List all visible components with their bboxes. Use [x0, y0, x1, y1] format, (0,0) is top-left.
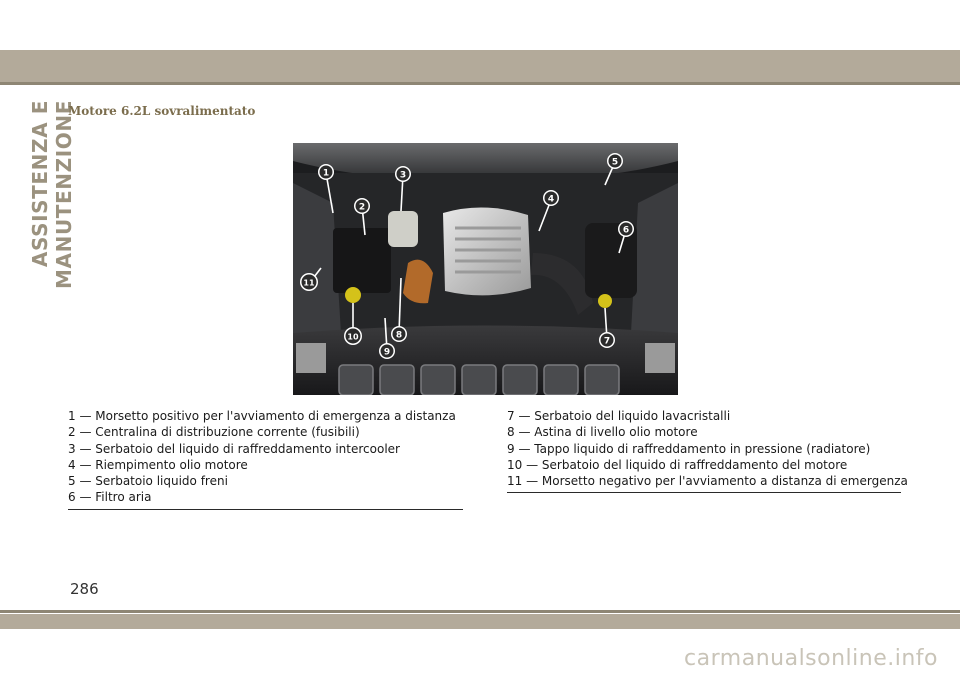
right-fender — [631, 183, 678, 343]
callout-badge — [607, 153, 623, 169]
left-headlight — [296, 343, 326, 373]
legend-right-rule — [507, 492, 901, 493]
callout-label: 11 — [303, 278, 315, 288]
legend-item: 3 — Serbatoio del liquido di raffreddamento intercooler — [68, 441, 400, 456]
side-tab-label: ASSISTENZA E MANUTENZIONE — [28, 100, 76, 289]
engine-bay-illustration — [293, 143, 678, 395]
callout-badge — [395, 166, 411, 182]
footer-rule — [0, 610, 960, 613]
callout-label: 8 — [395, 330, 403, 341]
callout-label: 1 — [322, 168, 330, 179]
legend-right — [507, 408, 908, 489]
watermark: carmanualsonline.info — [684, 646, 938, 671]
header-rule — [0, 82, 960, 85]
legend-item: 2 — Centralina di distribuzione corrente (fusibili) — [68, 425, 360, 440]
callout-badge — [379, 343, 395, 359]
section-title: Motore 6.2L sovralimentato — [68, 104, 256, 118]
legend-item: 9 — Tappo liquido di raffreddamento in pressione (radiatore) — [507, 441, 871, 456]
callout-badge — [318, 164, 334, 180]
legend-item: 1 — Morsetto positivo per l'avviamento di emergenza a distanza — [68, 409, 456, 423]
callout-label: 7 — [603, 336, 611, 347]
callout-label: 10 — [347, 332, 359, 342]
legend-item: 6 — Filtro aria — [68, 490, 152, 505]
callout-label: 5 — [611, 157, 619, 168]
legend-item: 7 — Serbatoio del liquido lavacristalli — [507, 409, 731, 423]
callout-label: 2 — [358, 202, 366, 213]
callout-label: 3 — [399, 170, 407, 181]
callout-badge — [354, 198, 370, 214]
legend-item: 10 — Serbatoio del liquido di raffreddamento del motore — [507, 457, 848, 472]
callout-badge — [391, 326, 407, 342]
callout-label: 9 — [383, 347, 391, 358]
intercooler-reservoir — [388, 211, 418, 247]
right-headlight — [645, 343, 675, 373]
header-band — [0, 50, 960, 82]
legend-item: 4 — Riempimento olio motore — [68, 457, 248, 472]
engine-bay-photo — [293, 143, 678, 395]
callout-badge — [599, 332, 615, 348]
callout-badge — [300, 273, 318, 291]
legend-item: 8 — Astina di livello olio motore — [507, 425, 698, 440]
footer-band — [0, 614, 960, 629]
callout-label: 4 — [547, 194, 555, 205]
washer-cap — [598, 294, 612, 308]
callout-badge — [618, 221, 634, 237]
legend-item: 5 — Serbatoio liquido freni — [68, 474, 228, 489]
page-number: 286 — [70, 580, 99, 598]
callout-badge — [543, 190, 559, 206]
legend-item: 11 — Morsetto negativo per l'avviamento a distanza di emergenza — [507, 474, 908, 489]
belt-drive — [403, 260, 433, 304]
section-side-tab — [28, 100, 76, 400]
legend-left — [68, 408, 463, 506]
coolant-cap — [345, 287, 361, 303]
fuse-box — [333, 228, 391, 293]
callout-label: 6 — [622, 225, 630, 236]
callout-badge — [344, 327, 362, 345]
legend-left-rule — [68, 509, 463, 510]
grille — [339, 365, 619, 395]
